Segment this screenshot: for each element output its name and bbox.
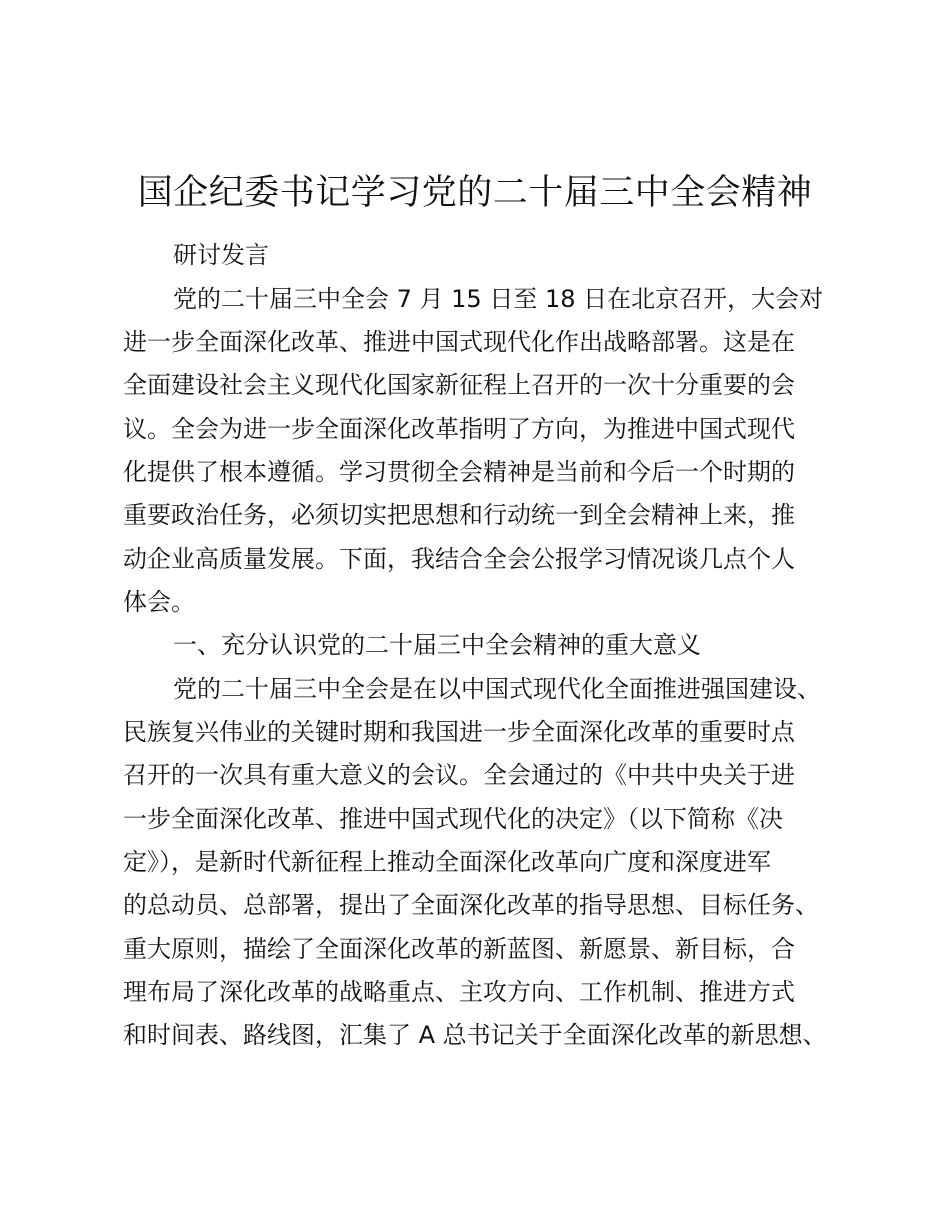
paragraph-line: 党的二十届三中全会是在以中国式现代化全面推进强国建设、 xyxy=(173,675,821,703)
paragraph-line: 民族复兴伟业的关键时期和我国进一步全面深化改革的重要时点 xyxy=(123,718,795,746)
paragraph-line: 议。全会为进一步全面深化改革指明了方向，为推进中国式现代 xyxy=(123,415,795,443)
paragraph-line: 一步全面深化改革、推进中国式现代化的决定》（以下简称《决 xyxy=(123,805,783,833)
paragraph-line: 化提供了根本遵循。学习贯彻全会精神是当前和今后一个时期的 xyxy=(123,458,795,486)
subtitle-line: 研讨发言 xyxy=(173,241,269,269)
paragraph-line: 进一步全面深化改革、推进中国式现代化作出战略部署。这是在 xyxy=(123,328,795,356)
paragraph-line: 重大原则，描绘了全面深化改革的新蓝图、新愿景、新目标，合 xyxy=(123,935,795,963)
paragraph-line: 重要政治任务，必须切实把思想和行动统一到全会精神上来，推 xyxy=(123,501,795,529)
paragraph-line: 理布局了深化改革的战略重点、主攻方向、工作机制、推进方式 xyxy=(123,978,795,1006)
section-heading: 一、充分认识党的二十届三中全会精神的重大意义 xyxy=(173,631,701,659)
document-title: 国企纪委书记学习党的二十届三中全会精神 xyxy=(137,173,813,213)
paragraph-line: 党的二十届三中全会 7 月 15 日至 18 日在北京召开，大会对 xyxy=(173,285,824,313)
paragraph-line: 召开的一次具有重大意义的会议。全会通过的《中共中央关于进 xyxy=(123,761,795,789)
paragraph-line: 动企业高质量发展。下面，我结合全会公报学习情况谈几点个人 xyxy=(123,545,795,573)
paragraph-line: 体会。 xyxy=(123,588,195,616)
paragraph-line: 的总动员、总部署，提出了全面深化改革的指导思想、目标任务、 xyxy=(123,891,819,919)
paragraph-line: 定》），是新时代新征程上推动全面深化改革向广度和深度进军 xyxy=(123,848,771,876)
paragraph-line: 全面建设社会主义现代化国家新征程上召开的一次十分重要的会 xyxy=(123,371,795,399)
paragraph-line: 和时间表、路线图，汇集了 A 总书记关于全面深化改革的新思想、 xyxy=(123,1021,827,1049)
